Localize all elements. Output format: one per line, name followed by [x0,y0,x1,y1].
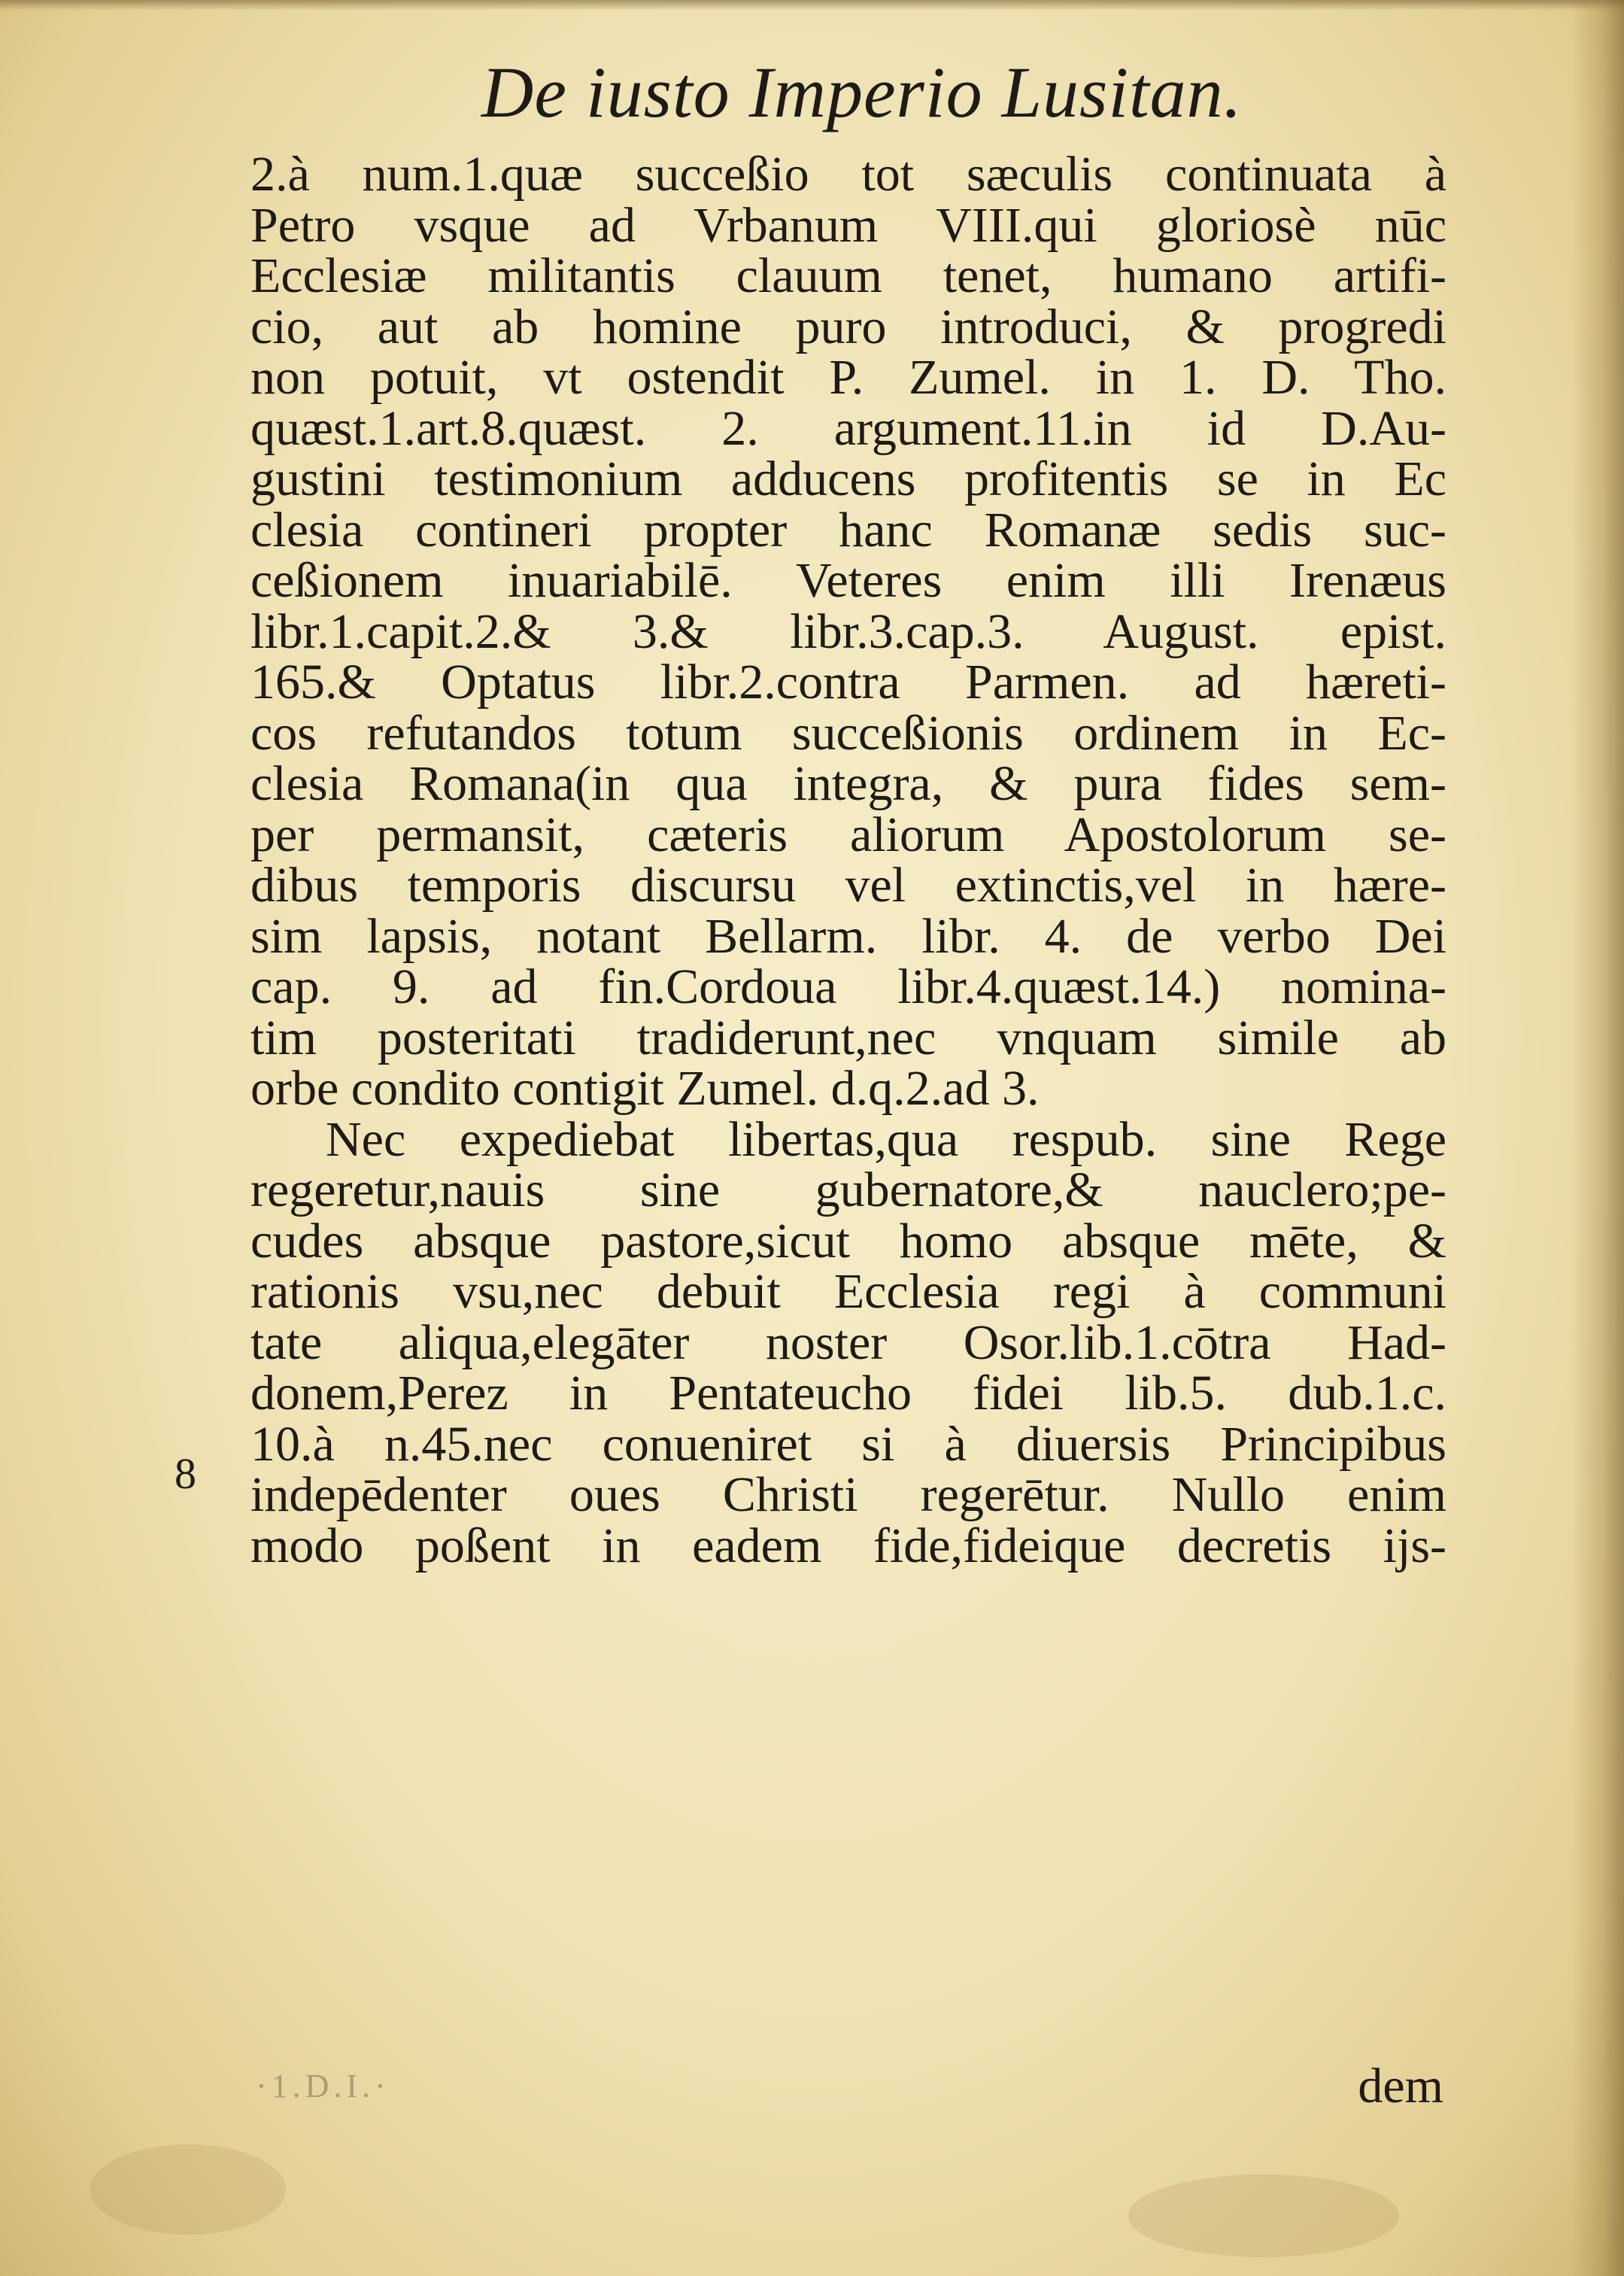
text-line: tate aliqua,elegāter noster Osor.lib.1.cōtra Had- [250,1314,1446,1370]
text-line: regeretur,nauis sine gubernatore,& nauclero;pe- [250,1162,1446,1217]
text-line: quæst.1.art.8.quæst. 2. argument.11.in id D.Au- [250,400,1446,456]
text-line: donem,Perez in Pentateucho fidei lib.5. dub.1.c. [250,1366,1446,1421]
text-line: orbe condito contigit Zumel. d.q.2.ad 3. [250,1061,1040,1116]
text-line: modo poßent in eadem fide,fideique decretis ijs- [250,1518,1446,1573]
text-line: Petro vsque ad Vrbanum VIII.qui gloriosè nūc [250,197,1446,253]
page-right-edge [1571,0,1624,2276]
text-line: cio, aut ab homine puro introduci, & progredi [250,299,1446,354]
text-line: clesia contineri propter hanc Romanæ sedis suc- [250,502,1446,558]
margin-paragraph-number: 8 [175,1449,196,1498]
body-text [250,149,1446,1571]
text-line: ceßionem inuariabilē. Veteres enim illi Irenæus [250,553,1446,608]
running-head: De iusto Imperio Lusitan. [481,52,1243,132]
text-line: cap. 9. ad fin.Cordoua libr.4.quæst.14.) nomina- [250,959,1446,1014]
signature-mark: ·1.D.I.· [256,2068,390,2104]
text-line: dibus temporis discursu vel extinctis,vel in hære- [250,858,1446,913]
text-line: cos refutandos totum succeßionis ordinem in Ec- [250,705,1446,761]
text-line: indepēdenter oues Christi regerētur. Nullo enim [250,1467,1446,1522]
text-line: tim posteritati tradiderunt,nec vnquam simile ab [250,1010,1446,1065]
text-line: cudes absque pastore,sicut homo absque mēte, & [250,1213,1446,1269]
paragraph-start-line: Nec expediebat libertas,qua respub. sine Rege [326,1111,1446,1167]
catchword: dem [1358,2059,1443,2113]
text-line: gustini testimonium adducens profitentis se in Ec [250,451,1446,506]
page-top-edge [0,0,1624,11]
text-line: clesia Romana(in qua integra, & pura fides sem- [250,756,1446,811]
text-line: non potuit, vt ostendit P. Zumel. in 1. D. Tho. [250,350,1446,405]
text-line: 2.à num.1.quæ succeßio tot sæculis continuata à [250,147,1446,202]
paper-stain [90,2144,286,2235]
paper-stain [1128,2174,1399,2257]
text-line: libr.1.capit.2.& 3.& libr.3.cap.3. August. epist. [250,603,1446,659]
text-line: Ecclesiæ militantis clauum tenet, humano artifi- [250,248,1446,303]
text-line: 165.& Optatus libr.2.contra Parmen. ad hæreti- [250,655,1446,710]
text-line: sim lapsis, notant Bellarm. libr. 4. de verbo Dei [250,908,1446,964]
text-line: rationis vsu,nec debuit Ecclesia regi à communi [250,1264,1446,1319]
text-line: per permansit, cæteris aliorum Apostolorum se- [250,807,1446,862]
text-line: 10.à n.45.nec conueniret si à diuersis Principibus [250,1416,1446,1472]
